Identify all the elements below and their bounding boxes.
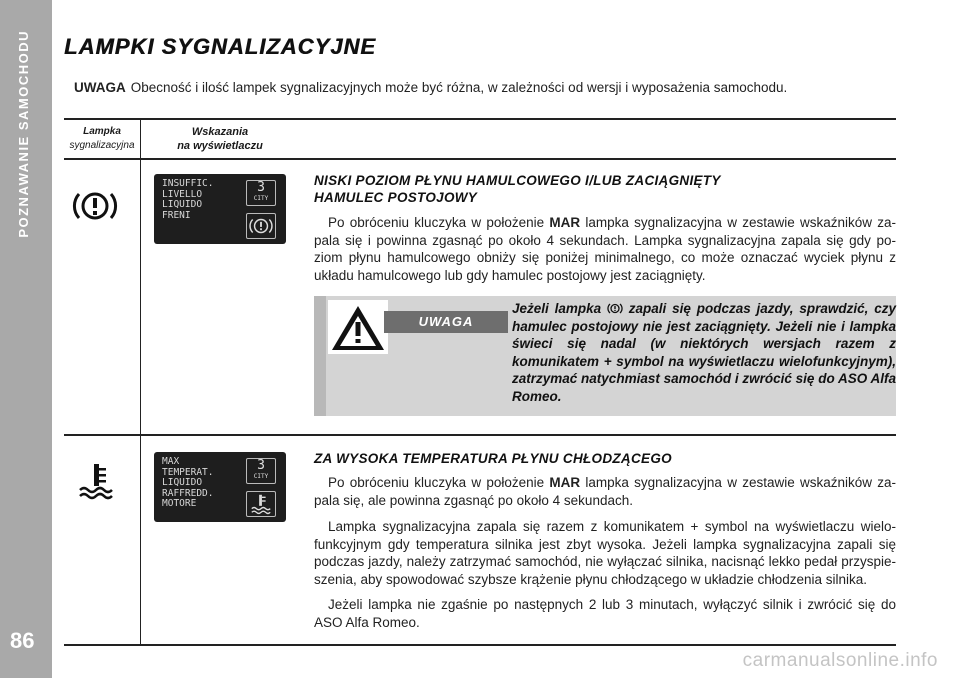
coolant-paragraph-1: Po obróceniu kluczyka w położenie MAR lampka sygnalizacyjna w zestawie wskaźników za-pala się, ale powinna zgasnąć po około 4 sekundach.	[314, 475, 896, 508]
gear-indicator: 3 CITY	[246, 458, 276, 484]
brake-warning-icon	[70, 186, 120, 226]
column-divider	[140, 118, 141, 645]
coolant-section-title: ZA WYSOKA TEMPERATURA PŁYNU CHŁODZĄCEGO	[314, 451, 672, 466]
note-label: UWAGA	[74, 80, 126, 95]
table-top-rule	[64, 118, 896, 120]
coolant-paragraph-3: Jeżeli lampka nie zgaśnie po następnych 2 lub 3 minutach, wyłączyć silnik i zwrócić się do ASO Alfa Romeo.	[314, 597, 896, 630]
coolant-temperature-icon	[246, 491, 276, 517]
warning-triangle-icon	[328, 300, 388, 354]
note-text: Obecność i ilość lampek sygnalizacyjnych może być różna, w zależności od wersji i wyposażenia samochodu.	[130, 80, 788, 95]
row-separator	[64, 434, 896, 436]
page-number: 86	[10, 628, 35, 653]
brake-section-title: NISKI POZIOM PŁYNU HAMULCOWEGO I/LUB ZACIĄGNIĘTY HAMULEC POSTOJOWY	[314, 173, 721, 205]
gear-indicator: 3 CITY	[246, 180, 276, 206]
header-lamp: Lampka sygnalizacyjna	[69, 126, 135, 151]
brake-paragraph: Po obróceniu kluczyka w położenie MAR lampka sygnalizacyjna w zestawie wskaźników za-pala się i powinna zgasnąć po około 4 sekundach. Lampka sygnalizacyjna zapala się gdy po-ziom płynu hamulcowego obniży się poniżej minimalnego, co może oznaczać wyciek płynu z układu hamulcowego lub gdy hamulec postojowy jest zaciągnięty.	[314, 215, 896, 283]
note-line	[74, 80, 787, 95]
section-label: POZNAWANIE SAMOCHODU	[15, 30, 31, 238]
warning-box	[314, 296, 896, 416]
brake-warning-icon	[607, 302, 623, 315]
brake-warning-icon	[246, 213, 276, 239]
table-bottom-rule	[64, 644, 896, 646]
display-coolant: MAX TEMPERAT. LIQUIDO RAFFREDD. MOTORE 3 CITY	[154, 452, 286, 522]
watermark: carmanualsonline.info	[742, 650, 938, 671]
warning-text: Jeżeli lampka zapali się podczas jazdy, sprawdzić, czy hamulec postojowy nie jest zaciągnięty. Jeżeli nie i lampka świeci się nadal (w niektórych wersjach razem z komunikatem + symbol na wyświetlaczu wielofunkcyjnym), zatrzymać natychmiast samochód i zwrócić się do ASO Alfa Romeo.	[512, 301, 896, 404]
page-title: LAMPKI SYGNALIZACYJNE	[64, 34, 376, 59]
coolant-paragraph-2: Lampka sygnalizacyjna zapala się razem z komunikatem + symbol na wyświetlaczu wielo-funkcyjnym gdy temperatura silnika jest zbyt wysoka. Jeżeli lampka sygnalizacyjna zapali się podczas jazdy, należy zatrzymać samochód, nie wyłączać silnika, nacisnąć lekko pedał przyspie-szenia, aby spowodować szybsze krążenie płynu chłodzącego w układzie chłodzenia silnika.	[314, 519, 896, 587]
header-rule	[64, 158, 896, 160]
side-bar	[0, 0, 52, 678]
warning-tag: UWAGA	[384, 311, 508, 333]
coolant-temperature-icon	[72, 460, 122, 500]
header-display: Wskazania na wyświetlaczu	[177, 126, 263, 152]
display-brake: INSUFFIC. LIVELLO LIQUIDO FRENI 3 CITY	[154, 174, 286, 244]
warning-box-edge	[314, 296, 326, 416]
